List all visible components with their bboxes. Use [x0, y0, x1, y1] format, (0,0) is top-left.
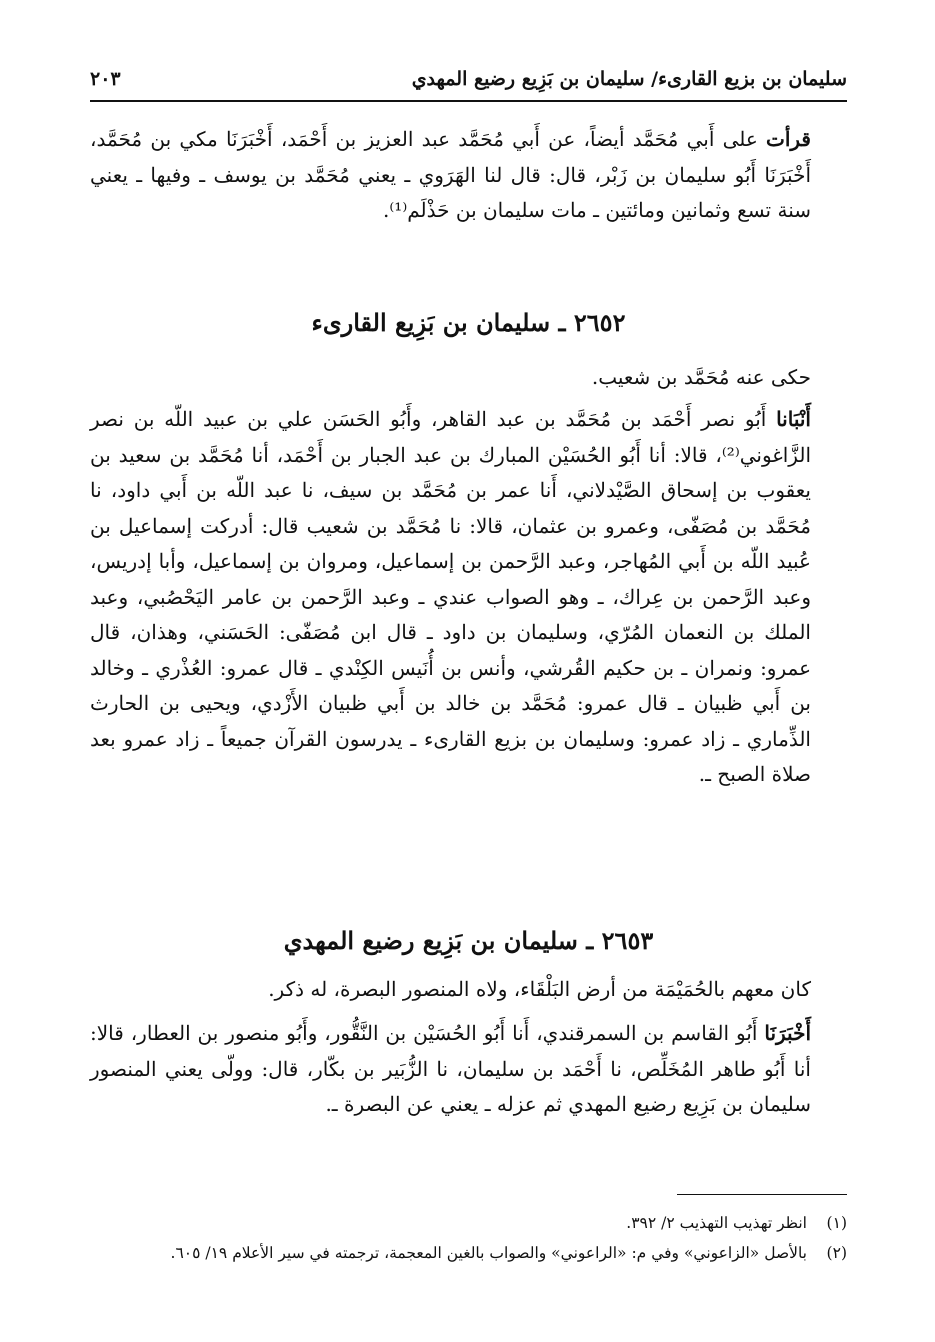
- footnote-2: [90, 1242, 847, 1264]
- entry-2652-paragraph: [90, 402, 847, 793]
- entry-2652-text: أَبُو نصر أَحْمَد بن مُحَمَّد بن عبد القاهر، وأَبُو الحَسَن علي بن عبيد اللّه بن نصر الزَّاغوني⁽²⁾، قالا: أنا أَبُو الحُسَيْن المبارك بن عبد الجبار بن أَحْمَد، أنا مُحَمَّد بن سعيد بن يعقوب بن إسحاق الصَّيْدلاني، أَنا عمر بن مُحَمَّد بن سيف، نا عبد اللّه بن أَبي داود، نا مُحَمَّد بن مُصَفّى، وعمرو بن عثمان، قالا: نا مُحَمَّد بن شعيب قال: أدركت إسماعيل بن عُبيد اللّه بن أَبي المُهاجر، وعبد الرَّحمن بن إسماعيل، ومروان بن إسماعيل، وأبا إدريس، وعبد الرَّحمن بن عِراك، ـ وهو الصواب عندي ـ وعبد الرَّحمن بن عامر اليَحْصُبي، وعبد الملك بن النعمان المُرّي، وسليمان بن داود ـ قال ابن مُصَفّى: الحَسَني، وهذان، قال عمرو: ونمران ـ بن حكيم القُرشي، وأنس بن أُنَيس الكِنْدي ـ قال عمرو: العُذْري ـ وخالد بن أَبي ظبيان ـ قال عمرو: مُحَمَّد بن خالد بن أَبي ظبيان الأَزْدي، ويحيى بن الحارث الذِّماري ـ زاد عمرو: وسليمان بن بزيع القارىء ـ يدرسون القرآن جميعاً ـ زاد عمرو بعد صلاة الصبح ـ.: [90, 407, 811, 786]
- intro-keyword: قرأت: [766, 127, 811, 151]
- intro-paragraph: [90, 122, 847, 229]
- page-number: ٢٠٣: [90, 68, 121, 90]
- entry-2653-keyword: أَخْبَرَنَا: [764, 1021, 811, 1045]
- footnote-divider: [677, 1194, 847, 1195]
- footnote-2-number: (٢): [826, 1244, 847, 1262]
- entry-2652-keyword: أَنْبَانا: [776, 407, 811, 431]
- intro-text: على أَبي مُحَمَّد أيضاً، عن أَبي مُحَمَّد عبد العزيز بن أَحْمَد، أَخْبَرَنَا مكي بن مُحَمَّد، أَخْبَرَنَا أَبُو سليمان بن زَبْر، قال: قال لنا الهَرَوي ـ يعني مُحَمَّد بن يوسف ـ وفيها ـ يعني سنة تسع وثمانين ومائتين ـ مات سليمان بن حَذْلَم⁽¹⁾.: [90, 127, 812, 222]
- page-header: [90, 64, 847, 102]
- footnote-1-text: انظر تهذيب التهذيب ٢/ ٣٩٢.: [626, 1214, 807, 1232]
- entry-2652-heading: ٢٦٥٢ ـ سليمان بن بَزِيع القارىء: [311, 308, 626, 337]
- running-title: سليمان بن بزيع القارىء/ سليمان بن بَزِيع رضيع المهدي: [411, 68, 847, 90]
- entry-2652-intro-line: حكى عنه مُحَمَّد بن شعيب.: [591, 365, 811, 389]
- entry-2653-intro-line: كان معهم بالحُمَيْمَة من أرض البَلْقَاء، ولاه المنصور البصرة، له ذكر.: [268, 977, 811, 1001]
- footnote-2-text: بالأصل «الزاعوني» وفي م: «الراعوني» والصواب بالغين المعجمة، ترجمته في سير الأعلام ١٩/ ٦٠٥.: [170, 1244, 807, 1262]
- entry-2653-heading: ٢٦٥٣ ـ سليمان بن بَزِيع رضيع المهدي: [283, 926, 654, 955]
- footnote-1-number: (١): [826, 1214, 847, 1232]
- book-page: [90, 52, 847, 1302]
- entry-2653-paragraph: [90, 1016, 847, 1123]
- entry-2653-text: أَبُو القاسم بن السمرقندي، أَنا أَبُو الحُسَيْن بن النَّقُّور، وأَبُو منصور بن العطار، قالا: أنا أَبُو طاهر المُخَلِّص، نا أَحْمَد بن سليمان، نا الزُّبَير بن بكّار، قال: وولّى يعني المنصور سليمان بن بَزِيع رضيع المهدي ثم عزله ـ يعني عن البصرة ـ.: [90, 1021, 811, 1116]
- footnote-1: [90, 1212, 847, 1234]
